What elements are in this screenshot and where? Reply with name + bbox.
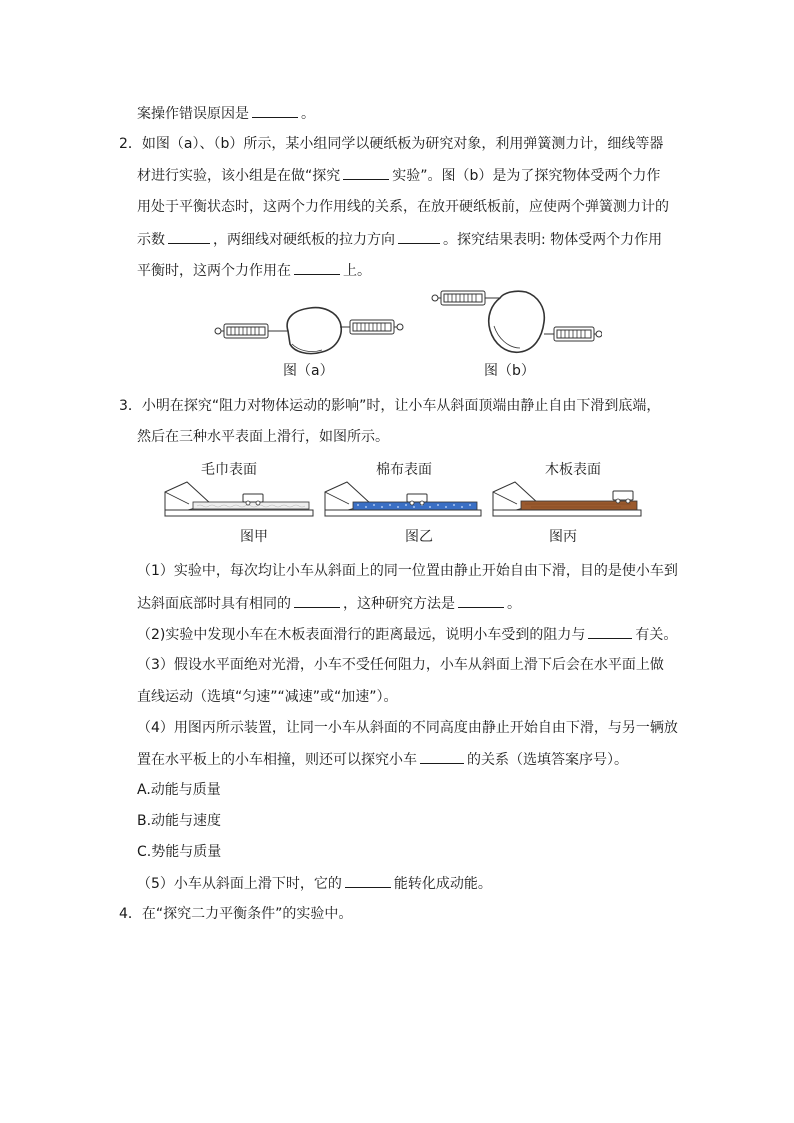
q3-sub3-line1: （3）假设水平面绝对光滑，小车不受任何阻力，小车从斜面上滑下后会在水平面上做	[137, 657, 664, 673]
answer-blank[interactable]	[343, 165, 389, 180]
answer-blank[interactable]	[458, 593, 504, 608]
figure-jia-caption: 图甲	[240, 529, 268, 545]
q3-line2: 然后在三种水平表面上滑行，如图所示。	[137, 429, 389, 445]
q2-line1: 2．如图（a）、（b）所示，某小组同学以硬纸板为研究对象，利用弹簧测力计，细线等器	[119, 136, 664, 152]
q3-option-a[interactable]: A.动能与质量	[137, 782, 221, 798]
figure-yi-caption: 图乙	[405, 529, 433, 545]
q3-line1: 3．小明在探究“阻力对物体运动的影响”时，让小车从斜面顶端由静止自由下滑到底端，	[119, 398, 661, 414]
q3-option-b[interactable]: B.动能与速度	[137, 813, 222, 829]
surface-label-towel: 毛巾表面	[201, 462, 257, 478]
q2-line3: 用处于平衡状态时，这两个力作用线的关系，在放开硬纸板前，应使两个弹簧测力计的	[137, 199, 669, 215]
figure-a-spring-scales	[214, 300, 404, 360]
q3-sub4-line1: （4）用图丙所示装置，让同一小车从斜面的不同高度由静止开始自由下滑，与另一辆放	[137, 720, 678, 736]
answer-blank[interactable]	[345, 873, 391, 888]
figure-b-spring-scales	[430, 286, 602, 366]
answer-blank[interactable]	[294, 593, 340, 608]
spring-scale-right	[340, 320, 403, 334]
q3-sub5: （5）小车从斜面上滑下时，它的 能转化成动能。	[137, 873, 492, 894]
figure-jia-towel-surface	[163, 478, 315, 520]
q1-tail: 案操作错误原因是 。	[137, 103, 315, 124]
q3-sub1-line1: （1）实验中，每次均让小车从斜面上的同一位置由静止开始自由下滑，目的是使小车到	[137, 563, 678, 579]
answer-blank[interactable]	[294, 260, 340, 275]
figure-b-caption: 图（b）	[484, 363, 535, 379]
surface-label-cloth: 棉布表面	[376, 462, 432, 478]
spring-scale-left	[215, 324, 288, 338]
spring-scale-upper	[432, 291, 500, 305]
answer-blank[interactable]	[588, 624, 632, 639]
q2-line5: 平衡时，这两个力作用在 上。	[137, 260, 371, 281]
answer-blank[interactable]	[398, 229, 440, 244]
figure-a-caption: 图（a）	[283, 363, 334, 379]
figure-bing-caption: 图丙	[549, 529, 577, 545]
q3-sub1-line2: 达斜面底部时具有相同的 ，这种研究方法是 。	[137, 593, 521, 614]
figure-bing-wood-surface	[491, 478, 643, 520]
answer-blank[interactable]	[420, 749, 464, 764]
q2-line4: 示数 ，两细线对硬纸板的拉力方向 。探究结果表明: 物体受两个力作用	[137, 229, 662, 250]
q3-sub3-line2: 直线运动（选填“匀速”“减速”或“加速”）。	[137, 689, 398, 705]
figure-yi-cloth-surface	[323, 478, 483, 520]
q3-sub4-line2: 置在水平板上的小车相撞，则还可以探究小车 的关系（选填答案序号）。	[137, 749, 628, 770]
cardboard	[489, 291, 545, 352]
q3-sub2: （2)实验中发现小车在木板表面滑行的距离最远，说明小车受到的阻力与 有关。	[137, 624, 677, 645]
spring-scale-lower	[544, 327, 602, 341]
q4-line1: 4．在“探究二力平衡条件”的实验中。	[119, 906, 353, 922]
answer-blank[interactable]	[168, 229, 210, 244]
answer-blank[interactable]	[252, 103, 298, 118]
q2-line2: 材进行实验，该小组是在做“探究 实验”。图（b）是为了探究物体受两个力作	[137, 165, 660, 186]
q3-option-c[interactable]: C.势能与质量	[137, 844, 222, 860]
surface-label-wood: 木板表面	[545, 462, 601, 478]
